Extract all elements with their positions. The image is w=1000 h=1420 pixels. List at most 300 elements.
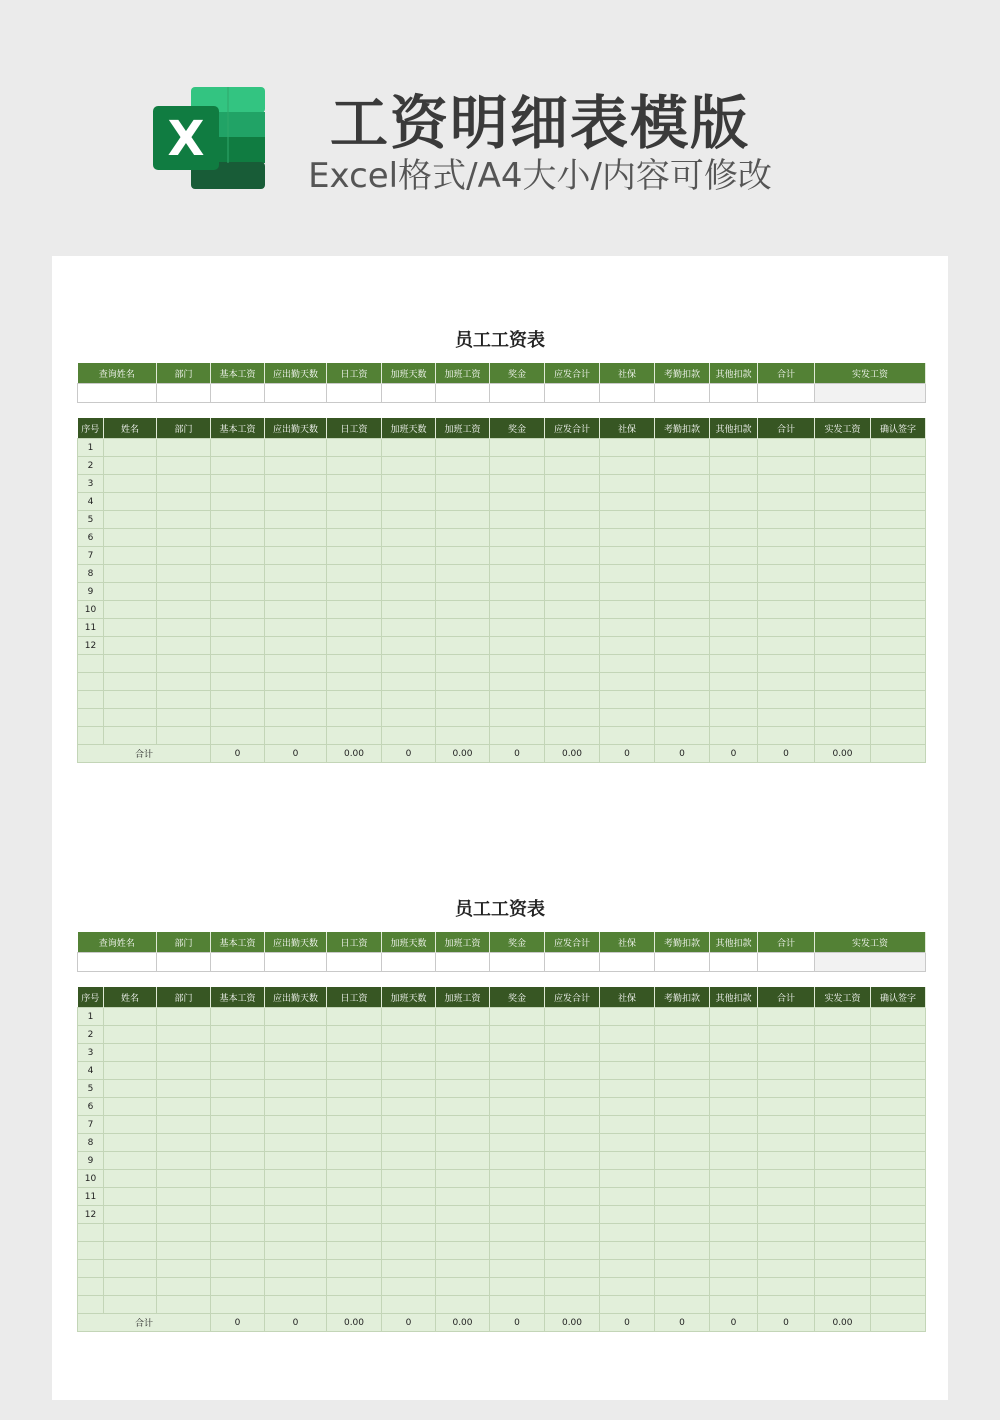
table-cell[interactable] — [436, 493, 490, 511]
table-cell[interactable] — [265, 1170, 327, 1188]
table-cell[interactable] — [327, 511, 382, 529]
table-cell[interactable] — [600, 637, 655, 655]
table-cell[interactable] — [382, 727, 436, 745]
table-cell[interactable] — [104, 1008, 157, 1026]
table-cell[interactable] — [104, 691, 157, 709]
table-cell[interactable] — [758, 511, 815, 529]
table-cell[interactable] — [382, 655, 436, 673]
table-cell[interactable] — [758, 655, 815, 673]
table-cell[interactable] — [815, 1044, 871, 1062]
table-cell[interactable] — [211, 1026, 265, 1044]
table-cell[interactable] — [436, 673, 490, 691]
table-cell[interactable] — [758, 691, 815, 709]
table-cell[interactable] — [436, 1044, 490, 1062]
table-cell[interactable] — [436, 709, 490, 727]
table-cell[interactable] — [104, 565, 157, 583]
table-cell[interactable] — [710, 1026, 758, 1044]
table-cell[interactable] — [211, 475, 265, 493]
table-cell[interactable] — [436, 457, 490, 475]
table-cell[interactable] — [104, 475, 157, 493]
table-cell[interactable] — [490, 1026, 545, 1044]
table-cell[interactable] — [545, 691, 600, 709]
table-cell[interactable] — [655, 709, 710, 727]
table-cell[interactable] — [157, 709, 211, 727]
table-cell[interactable] — [710, 475, 758, 493]
table-cell[interactable] — [545, 1260, 600, 1278]
table-cell[interactable] — [211, 1278, 265, 1296]
table-cell[interactable] — [600, 511, 655, 529]
table-cell[interactable] — [211, 457, 265, 475]
table-cell[interactable] — [815, 1116, 871, 1134]
table-cell[interactable] — [655, 1224, 710, 1242]
table-cell[interactable] — [600, 439, 655, 457]
table-cell[interactable] — [655, 1134, 710, 1152]
table-cell[interactable] — [211, 1242, 265, 1260]
table-cell[interactable] — [157, 1188, 211, 1206]
table-cell[interactable] — [545, 1044, 600, 1062]
table-cell[interactable] — [871, 1170, 926, 1188]
table-cell[interactable] — [157, 439, 211, 457]
table-cell[interactable] — [815, 565, 871, 583]
table-cell[interactable] — [327, 1044, 382, 1062]
table-cell[interactable] — [655, 457, 710, 475]
table-cell[interactable] — [871, 1242, 926, 1260]
table-cell[interactable] — [157, 475, 211, 493]
table-cell[interactable] — [758, 619, 815, 637]
table-cell[interactable] — [758, 709, 815, 727]
table-cell[interactable] — [104, 1098, 157, 1116]
table-cell[interactable] — [490, 475, 545, 493]
table-cell[interactable] — [265, 727, 327, 745]
table-cell[interactable] — [157, 1116, 211, 1134]
table-cell[interactable] — [104, 529, 157, 547]
table-cell[interactable] — [211, 673, 265, 691]
table-cell[interactable] — [545, 583, 600, 601]
table-cell[interactable] — [436, 1116, 490, 1134]
table-cell[interactable] — [211, 1080, 265, 1098]
table-cell[interactable] — [157, 529, 211, 547]
table-cell[interactable] — [157, 673, 211, 691]
table-cell[interactable] — [104, 1044, 157, 1062]
table-cell[interactable] — [382, 493, 436, 511]
table-cell[interactable] — [871, 1224, 926, 1242]
table-cell[interactable] — [265, 1296, 327, 1314]
table-cell[interactable] — [327, 475, 382, 493]
table-cell[interactable] — [436, 475, 490, 493]
table-cell[interactable] — [327, 1062, 382, 1080]
table-cell[interactable] — [436, 1242, 490, 1260]
table-cell[interactable] — [815, 1170, 871, 1188]
table-cell[interactable] — [545, 475, 600, 493]
table-cell[interactable] — [710, 673, 758, 691]
table-cell[interactable] — [871, 637, 926, 655]
table-cell[interactable] — [382, 637, 436, 655]
table-cell[interactable] — [815, 511, 871, 529]
table-cell[interactable] — [104, 493, 157, 511]
table-cell[interactable] — [490, 619, 545, 637]
table-cell[interactable] — [758, 1188, 815, 1206]
table-cell[interactable] — [815, 1026, 871, 1044]
table-cell[interactable] — [545, 1242, 600, 1260]
table-cell[interactable] — [758, 547, 815, 565]
table-cell[interactable] — [490, 565, 545, 583]
table-cell[interactable] — [545, 1062, 600, 1080]
table-cell[interactable] — [815, 457, 871, 475]
table-cell[interactable] — [104, 1296, 157, 1314]
table-cell[interactable] — [327, 1026, 382, 1044]
table-cell[interactable] — [211, 1116, 265, 1134]
table-cell[interactable] — [157, 1170, 211, 1188]
table-cell[interactable] — [490, 1170, 545, 1188]
table-cell[interactable] — [211, 1224, 265, 1242]
table-cell[interactable] — [600, 1008, 655, 1026]
table-cell[interactable] — [871, 655, 926, 673]
table-cell[interactable] — [104, 655, 157, 673]
table-cell[interactable] — [655, 511, 710, 529]
table-cell[interactable] — [490, 1116, 545, 1134]
table-cell[interactable] — [490, 439, 545, 457]
table-cell[interactable] — [655, 583, 710, 601]
table-cell[interactable] — [490, 1134, 545, 1152]
table-cell[interactable] — [436, 1224, 490, 1242]
table-cell[interactable] — [545, 1188, 600, 1206]
table-cell[interactable] — [600, 1224, 655, 1242]
table-cell[interactable] — [327, 565, 382, 583]
table-cell[interactable] — [265, 1098, 327, 1116]
table-cell[interactable] — [545, 457, 600, 475]
table-cell[interactable] — [265, 439, 327, 457]
table-cell[interactable] — [382, 1098, 436, 1116]
table-cell[interactable] — [871, 1296, 926, 1314]
table-cell[interactable] — [545, 493, 600, 511]
table-cell[interactable] — [815, 475, 871, 493]
table-cell[interactable] — [758, 475, 815, 493]
table-cell[interactable] — [815, 493, 871, 511]
table-cell[interactable] — [211, 1134, 265, 1152]
table-cell[interactable] — [327, 439, 382, 457]
table-cell[interactable] — [545, 1152, 600, 1170]
table-cell[interactable] — [490, 1098, 545, 1116]
table-cell[interactable] — [327, 457, 382, 475]
table-cell[interactable] — [600, 1044, 655, 1062]
table-cell[interactable] — [436, 565, 490, 583]
table-cell[interactable] — [710, 565, 758, 583]
table-cell[interactable] — [211, 691, 265, 709]
table-cell[interactable] — [710, 1062, 758, 1080]
table-cell[interactable] — [382, 1080, 436, 1098]
table-cell[interactable] — [871, 673, 926, 691]
table-cell[interactable] — [710, 727, 758, 745]
table-cell[interactable] — [545, 601, 600, 619]
table-cell[interactable] — [382, 529, 436, 547]
table-cell[interactable] — [436, 1098, 490, 1116]
table-cell[interactable] — [710, 1098, 758, 1116]
table-cell[interactable] — [490, 1278, 545, 1296]
table-cell[interactable] — [545, 1206, 600, 1224]
table-cell[interactable] — [104, 1152, 157, 1170]
table-cell[interactable] — [157, 1026, 211, 1044]
table-cell[interactable] — [710, 547, 758, 565]
table-cell[interactable] — [710, 1044, 758, 1062]
table-cell[interactable] — [655, 1278, 710, 1296]
table-cell[interactable] — [871, 493, 926, 511]
table-cell[interactable] — [104, 619, 157, 637]
table-cell[interactable] — [104, 1224, 157, 1242]
table-cell[interactable] — [871, 1008, 926, 1026]
table-cell[interactable] — [436, 637, 490, 655]
table-cell[interactable] — [710, 511, 758, 529]
table-cell[interactable] — [545, 727, 600, 745]
table-cell[interactable] — [265, 1278, 327, 1296]
table-cell[interactable] — [436, 1260, 490, 1278]
table-cell[interactable] — [490, 655, 545, 673]
table-cell[interactable] — [265, 1026, 327, 1044]
table-cell[interactable] — [436, 1278, 490, 1296]
table-cell[interactable] — [327, 1188, 382, 1206]
table-cell[interactable] — [211, 583, 265, 601]
table-cell[interactable] — [436, 1206, 490, 1224]
table-cell[interactable] — [265, 1080, 327, 1098]
table-cell[interactable] — [211, 1206, 265, 1224]
table-cell[interactable] — [104, 1134, 157, 1152]
table-cell[interactable] — [211, 547, 265, 565]
table-cell[interactable] — [710, 1008, 758, 1026]
table-cell[interactable] — [600, 529, 655, 547]
table-cell[interactable] — [490, 493, 545, 511]
table-cell[interactable] — [490, 1296, 545, 1314]
table-cell[interactable] — [436, 727, 490, 745]
table-cell[interactable] — [382, 1224, 436, 1242]
table-cell[interactable] — [871, 511, 926, 529]
table-cell[interactable] — [655, 1170, 710, 1188]
table-cell[interactable] — [758, 457, 815, 475]
table-cell[interactable] — [265, 1044, 327, 1062]
table-cell[interactable] — [710, 1224, 758, 1242]
table-cell[interactable] — [265, 1260, 327, 1278]
table-cell[interactable] — [157, 583, 211, 601]
table-cell[interactable] — [211, 1008, 265, 1026]
table-cell[interactable] — [710, 1080, 758, 1098]
table-cell[interactable] — [157, 1296, 211, 1314]
table-cell[interactable] — [710, 709, 758, 727]
table-cell[interactable] — [710, 655, 758, 673]
table-cell[interactable] — [104, 709, 157, 727]
table-cell[interactable] — [265, 493, 327, 511]
table-cell[interactable] — [327, 619, 382, 637]
table-cell[interactable] — [157, 1008, 211, 1026]
table-cell[interactable] — [490, 727, 545, 745]
table-cell[interactable] — [211, 637, 265, 655]
table-cell[interactable] — [327, 1098, 382, 1116]
table-cell[interactable] — [710, 1170, 758, 1188]
table-cell[interactable] — [815, 1278, 871, 1296]
table-cell[interactable] — [600, 475, 655, 493]
table-cell[interactable] — [327, 709, 382, 727]
table-cell[interactable] — [327, 637, 382, 655]
table-cell[interactable] — [436, 691, 490, 709]
table-cell[interactable] — [436, 1134, 490, 1152]
table-cell[interactable] — [815, 1008, 871, 1026]
table-cell[interactable] — [436, 1296, 490, 1314]
table-cell[interactable] — [600, 1062, 655, 1080]
table-cell[interactable] — [382, 619, 436, 637]
table-cell[interactable] — [327, 655, 382, 673]
table-cell[interactable] — [157, 1242, 211, 1260]
table-cell[interactable] — [211, 1098, 265, 1116]
table-cell[interactable] — [265, 583, 327, 601]
table-cell[interactable] — [490, 1224, 545, 1242]
table-cell[interactable] — [758, 583, 815, 601]
table-cell[interactable] — [758, 637, 815, 655]
table-cell[interactable] — [545, 1098, 600, 1116]
table-cell[interactable] — [265, 655, 327, 673]
table-cell[interactable] — [490, 1188, 545, 1206]
table-cell[interactable] — [871, 1188, 926, 1206]
table-cell[interactable] — [600, 1026, 655, 1044]
table-cell[interactable] — [545, 637, 600, 655]
table-cell[interactable] — [655, 529, 710, 547]
table-cell[interactable] — [600, 1206, 655, 1224]
table-cell[interactable] — [327, 727, 382, 745]
table-cell[interactable] — [382, 1278, 436, 1296]
table-cell[interactable] — [490, 511, 545, 529]
table-cell[interactable] — [265, 1008, 327, 1026]
table-cell[interactable] — [157, 1062, 211, 1080]
table-cell[interactable] — [600, 655, 655, 673]
table-cell[interactable] — [382, 601, 436, 619]
table-cell[interactable] — [157, 547, 211, 565]
table-cell[interactable] — [710, 529, 758, 547]
table-cell[interactable] — [815, 601, 871, 619]
table-cell[interactable] — [815, 439, 871, 457]
table-cell[interactable] — [545, 1026, 600, 1044]
table-cell[interactable] — [815, 583, 871, 601]
table-cell[interactable] — [545, 1296, 600, 1314]
table-cell[interactable] — [710, 1134, 758, 1152]
table-cell[interactable] — [104, 637, 157, 655]
table-cell[interactable] — [327, 1170, 382, 1188]
table-cell[interactable] — [758, 1260, 815, 1278]
table-cell[interactable] — [815, 547, 871, 565]
table-cell[interactable] — [758, 1278, 815, 1296]
table-cell[interactable] — [211, 439, 265, 457]
table-cell[interactable] — [545, 529, 600, 547]
table-cell[interactable] — [655, 727, 710, 745]
table-cell[interactable] — [382, 1116, 436, 1134]
table-cell[interactable] — [600, 583, 655, 601]
table-cell[interactable] — [758, 1026, 815, 1044]
table-cell[interactable] — [327, 1278, 382, 1296]
table-cell[interactable] — [436, 439, 490, 457]
table-cell[interactable] — [382, 691, 436, 709]
table-cell[interactable] — [758, 1224, 815, 1242]
table-cell[interactable] — [815, 727, 871, 745]
table-cell[interactable] — [327, 601, 382, 619]
table-cell[interactable] — [655, 1044, 710, 1062]
table-cell[interactable] — [600, 1278, 655, 1296]
table-cell[interactable] — [327, 1008, 382, 1026]
table-cell[interactable] — [327, 493, 382, 511]
table-cell[interactable] — [655, 655, 710, 673]
table-cell[interactable] — [104, 673, 157, 691]
table-cell[interactable] — [710, 1278, 758, 1296]
table-cell[interactable] — [600, 1098, 655, 1116]
table-cell[interactable] — [710, 601, 758, 619]
table-cell[interactable] — [265, 619, 327, 637]
table-cell[interactable] — [871, 457, 926, 475]
table-cell[interactable] — [710, 1116, 758, 1134]
table-cell[interactable] — [382, 1188, 436, 1206]
table-cell[interactable] — [327, 1242, 382, 1260]
table-cell[interactable] — [655, 691, 710, 709]
table-cell[interactable] — [382, 583, 436, 601]
table-cell[interactable] — [655, 1098, 710, 1116]
table-cell[interactable] — [710, 1206, 758, 1224]
table-cell[interactable] — [600, 1242, 655, 1260]
table-cell[interactable] — [104, 511, 157, 529]
table-cell[interactable] — [655, 619, 710, 637]
table-cell[interactable] — [327, 673, 382, 691]
table-cell[interactable] — [382, 1134, 436, 1152]
table-cell[interactable] — [327, 1152, 382, 1170]
table-cell[interactable] — [545, 1008, 600, 1026]
table-cell[interactable] — [758, 565, 815, 583]
table-cell[interactable] — [815, 529, 871, 547]
table-cell[interactable] — [436, 1188, 490, 1206]
table-cell[interactable] — [871, 1278, 926, 1296]
table-cell[interactable] — [545, 1080, 600, 1098]
table-cell[interactable] — [758, 1242, 815, 1260]
table-cell[interactable] — [710, 1260, 758, 1278]
table-cell[interactable] — [815, 709, 871, 727]
table-cell[interactable] — [382, 457, 436, 475]
table-cell[interactable] — [871, 547, 926, 565]
table-cell[interactable] — [211, 1296, 265, 1314]
table-cell[interactable] — [710, 637, 758, 655]
table-cell[interactable] — [545, 439, 600, 457]
table-cell[interactable] — [490, 583, 545, 601]
table-cell[interactable] — [655, 1188, 710, 1206]
table-cell[interactable] — [436, 583, 490, 601]
table-cell[interactable] — [600, 1296, 655, 1314]
table-cell[interactable] — [327, 691, 382, 709]
table-cell[interactable] — [758, 601, 815, 619]
table-cell[interactable] — [710, 619, 758, 637]
table-cell[interactable] — [871, 1098, 926, 1116]
table-cell[interactable] — [600, 691, 655, 709]
table-cell[interactable] — [655, 1296, 710, 1314]
table-cell[interactable] — [655, 1242, 710, 1260]
table-cell[interactable] — [436, 1026, 490, 1044]
table-cell[interactable] — [436, 601, 490, 619]
table-cell[interactable] — [211, 601, 265, 619]
table-cell[interactable] — [157, 457, 211, 475]
table-cell[interactable] — [265, 1152, 327, 1170]
table-cell[interactable] — [157, 727, 211, 745]
table-cell[interactable] — [265, 1062, 327, 1080]
table-cell[interactable] — [815, 1098, 871, 1116]
table-cell[interactable] — [490, 1044, 545, 1062]
table-cell[interactable] — [545, 1170, 600, 1188]
table-cell[interactable] — [211, 1260, 265, 1278]
table-cell[interactable] — [871, 601, 926, 619]
table-cell[interactable] — [655, 493, 710, 511]
table-cell[interactable] — [490, 637, 545, 655]
table-cell[interactable] — [327, 1260, 382, 1278]
table-cell[interactable] — [490, 709, 545, 727]
table-cell[interactable] — [758, 439, 815, 457]
table-cell[interactable] — [157, 637, 211, 655]
